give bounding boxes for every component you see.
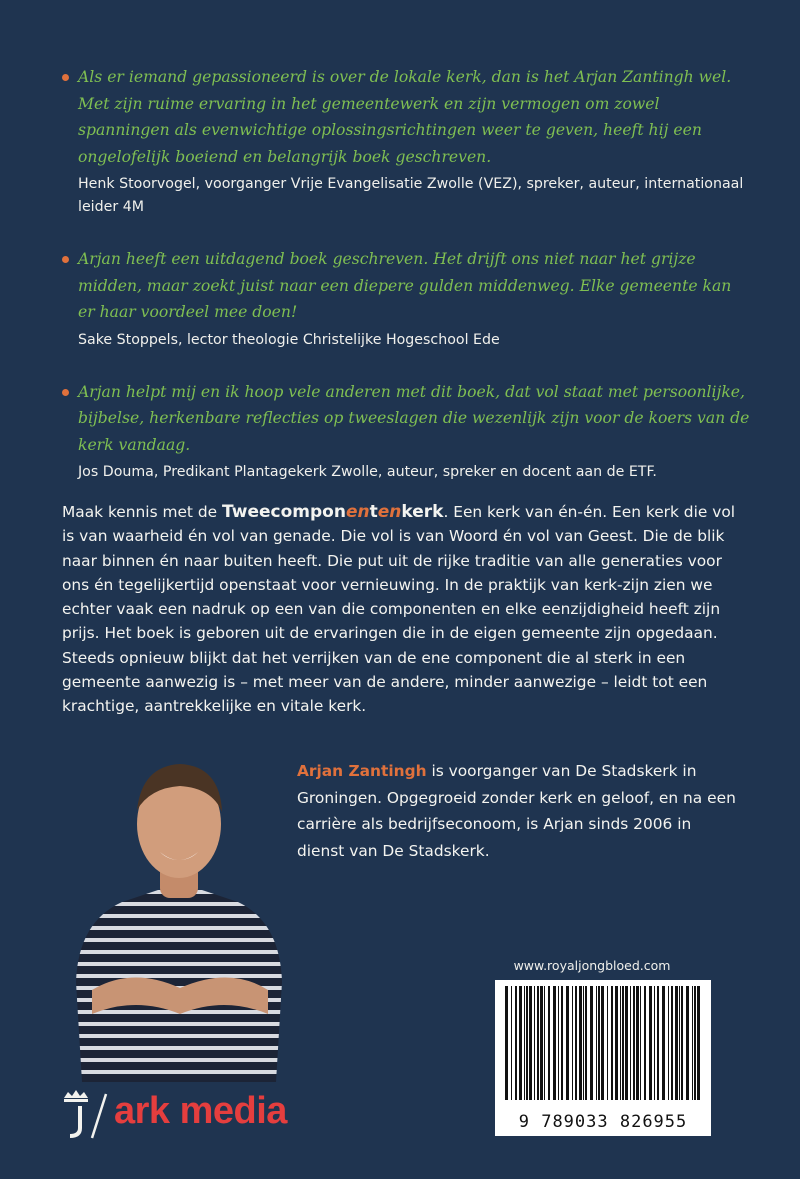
author-name: Arjan Zantingh bbox=[297, 762, 427, 780]
barcode-bar bbox=[590, 986, 593, 1100]
barcode-bar bbox=[692, 986, 693, 1100]
barcode-bar bbox=[585, 986, 587, 1100]
endorsement-1 bbox=[62, 64, 752, 219]
barcode-bar bbox=[529, 986, 532, 1100]
endorsements bbox=[62, 64, 752, 511]
barcode-bar bbox=[596, 986, 597, 1100]
barcode-bar bbox=[515, 986, 517, 1100]
barcode-bar bbox=[561, 986, 563, 1100]
bullet-dot bbox=[62, 74, 69, 81]
barcode-bar bbox=[644, 986, 646, 1100]
barcode-bar bbox=[572, 986, 573, 1100]
barcode-bar bbox=[534, 986, 535, 1100]
barcode-bar bbox=[620, 986, 621, 1100]
publisher-logo bbox=[60, 1088, 300, 1140]
barcode-bar bbox=[622, 986, 624, 1100]
barcode-bar bbox=[601, 986, 604, 1100]
barcode-bar bbox=[611, 986, 613, 1100]
barcode-bar bbox=[537, 986, 539, 1100]
barcode-bar bbox=[649, 986, 652, 1100]
isbn-barcode bbox=[495, 980, 711, 1136]
barcode-bar bbox=[548, 986, 550, 1100]
barcode-bar bbox=[575, 986, 577, 1100]
barcode-bar bbox=[668, 986, 669, 1100]
barcode-bar bbox=[640, 986, 641, 1100]
endorsement-2 bbox=[62, 246, 752, 352]
barcode-bar bbox=[681, 986, 683, 1100]
endorsement-text: Arjan helpt mij en ik hoop vele anderen met dit boek, dat vol staat met persoonlijke, bijbelse, herkenbare reflecties op tweeslagen die wezenlijk zijn voor de koers van de kerk vandaag. bbox=[78, 382, 750, 454]
barcode-bar bbox=[544, 986, 545, 1100]
barcode-bar bbox=[671, 986, 673, 1100]
endorsement-attribution: Jos Douma, Predikant Plantagekerk Zwolle, auteur, spreker en docent aan de ETF. bbox=[78, 464, 657, 480]
book-description bbox=[62, 500, 748, 719]
barcode-bar bbox=[583, 986, 584, 1100]
barcode-bar bbox=[519, 986, 522, 1100]
barcode-bar bbox=[697, 986, 700, 1100]
barcode-bar bbox=[540, 986, 543, 1100]
website-url: www.royaljongbloed.com bbox=[513, 958, 671, 973]
endorsement-attribution: Henk Stoorvogel, voorganger Vrije Evangelisatie Zwolle (VEZ), spreker, auteur, internationaal leider 4M bbox=[78, 176, 744, 215]
barcode-bar bbox=[558, 986, 559, 1100]
barcode-bar bbox=[625, 986, 628, 1100]
book-title-brand: Tweecomponentenkerk bbox=[222, 502, 444, 522]
author-bio-text: is voorganger van De Stadskerk in Groningen. Opgegroeid zonder kerk en geloof, en na een carrière als bedrijfseconoom, is Arjan sinds 2006 in dienst van De Stadskerk. bbox=[297, 762, 736, 860]
barcode-bar bbox=[679, 986, 680, 1100]
bullet-dot bbox=[62, 389, 69, 396]
barcode-bar bbox=[636, 986, 639, 1100]
barcode-bar bbox=[579, 986, 582, 1100]
endorsement-3 bbox=[62, 379, 752, 485]
barcode-bar bbox=[630, 986, 631, 1100]
publisher-name: ark media bbox=[114, 1090, 287, 1132]
crown-j-icon bbox=[60, 1088, 114, 1140]
barcode-bar bbox=[686, 986, 689, 1100]
author-bio bbox=[297, 758, 737, 864]
blurb-lead: Maak kennis met de bbox=[62, 503, 218, 521]
barcode-bars bbox=[495, 980, 711, 1106]
barcode-bar bbox=[511, 986, 512, 1100]
barcode-bar bbox=[526, 986, 528, 1100]
blurb-body: . Een kerk van én-én. Een kerk die vol is van waarheid én vol van genade. Die vol is van Woord én vol van Geest. Die de blik naar binnen én naar buiten heeft. Die put uit de rijke traditie van alle generaties voor ons én tegelijkertijd openstaat voor vernieuwing. In de praktijk van kerk-zijn zien we echter vaak een nadruk op een van die componenten en elke eenzijdigheid heeft zijn prijs. Het boek is geboren uit de ervaringen die in de eigen gemeente zijn opgedaan. Steeds opnieuw blijkt dat het verrijken van de ene component die al sterk in een gemeente aanwezig is – met meer van de andere, minder aanwezige – leidt tot een krachtige, aantrekkelijke en vitale kerk. bbox=[62, 503, 736, 716]
author-portrait bbox=[62, 752, 294, 1082]
isbn-number: 9 789033 826955 bbox=[518, 1112, 688, 1132]
barcode-bar bbox=[654, 986, 655, 1100]
endorsement-text: Arjan heeft een uitdagend boek geschreven. Het drijft ons niet naar het grijze midden, maar zoekt juist naar een diepere gulden middenweg. Elke gemeente kan er haar voordeel mee doen! bbox=[78, 250, 732, 321]
barcode-bar bbox=[598, 986, 600, 1100]
barcode-bar bbox=[566, 986, 569, 1100]
barcode-bar bbox=[633, 986, 635, 1100]
barcode-bar bbox=[524, 986, 525, 1100]
endorsement-attribution: Sake Stoppels, lector theologie Christelijke Hogeschool Ede bbox=[78, 331, 500, 348]
barcode-bar bbox=[607, 986, 608, 1100]
barcode-bar bbox=[505, 986, 508, 1100]
barcode-bar bbox=[657, 986, 659, 1100]
barcode-bar bbox=[553, 986, 556, 1100]
barcode-bar bbox=[615, 986, 618, 1100]
barcode-bar bbox=[662, 986, 665, 1100]
endorsement-text: Als er iemand gepassioneerd is over de lokale kerk, dan is het Arjan Zantingh wel. Met zijn ruime ervaring in het gemeentewerk en zijn vermogen om zowel spanningen als evenwichtige oplossingsrichtingen weer te geven, heeft hij een ongelofelijk boeiend en belangrijk boek geschreven. bbox=[78, 68, 732, 166]
barcode-bar bbox=[675, 986, 678, 1100]
bullet-dot bbox=[62, 256, 69, 263]
barcode-bar bbox=[694, 986, 696, 1100]
